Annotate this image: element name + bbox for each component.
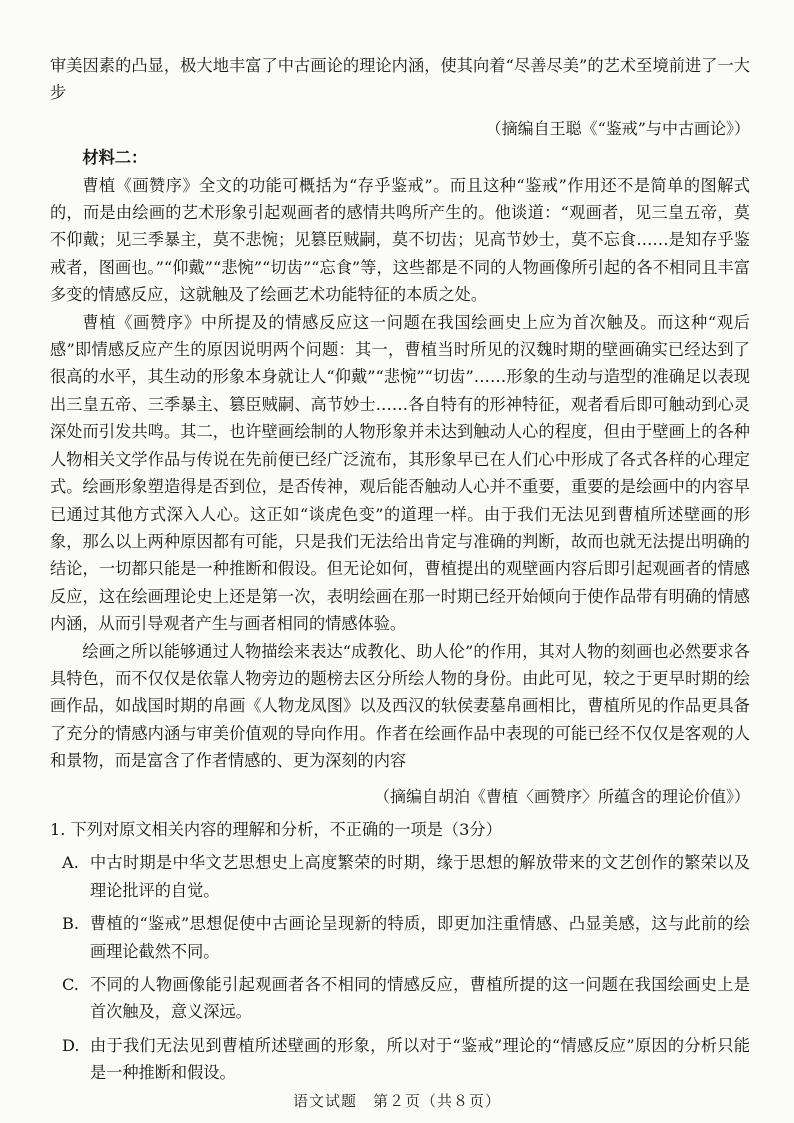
material2-label: 材料二： — [82, 148, 148, 168]
material1-tail: 审美因素的凸显，极大地丰富了中古画论的理论内涵，使其向着“尽善尽美”的艺术至境前进了一大步 — [50, 56, 750, 103]
question-1-option-b — [50, 910, 750, 965]
question-1-option-a — [50, 849, 750, 904]
option-key: D. — [62, 1035, 80, 1055]
question-1-option-c — [50, 971, 750, 1026]
material2-source: （摘编自胡泊《曹植〈画赞序〉所蕴含的理论价值》） — [373, 786, 750, 806]
option-text: 中古时期是中华文艺思想史上高度繁荣的时期，缘于思想的解放带来的文艺创作的繁荣以及理论批评的自觉。 — [90, 853, 750, 900]
material2-paragraph-3: 绘画之所以能够通过人物描绘来表达“成教化、助人伦”的作用，其对人物的刻画也必然要求各具特色，而不仅仅是依靠人物旁边的题榜去区分所绘人物的身份。由此可见，较之于更早时期的绘画作品，如战国时期的帛画《人物龙凤图》以及西汉的轪侯妻墓帛画相比，曹植所见的作品更具备了充分的情感内涵与审美价值观的导向作用。作者在绘画作品中表现的可能已经不仅仅是客观的人和景物，而是富含了作者情感的、更为深刻的内容 — [50, 641, 750, 771]
option-key: A. — [62, 853, 79, 873]
option-text: 不同的人物画像能引起观画者各不相同的情感反应，曹植所提的这一问题在我国绘画史上是首次触及，意义深远。 — [90, 975, 750, 1022]
material1-source: （摘编自王聪《“鉴戒”与中古画论》） — [485, 118, 750, 138]
question-1-option-d — [50, 1032, 750, 1087]
option-text: 由于我们无法见到曹植所述壁画的形象，所以对于“鉴戒”理论的“情感反应”原因的分析只能是一种推断和假设。 — [90, 1035, 750, 1083]
material2-paragraph-1: 曹植《画赞序》全文的功能可概括为“存乎鉴戒”。而且这种“鉴戒”作用还不是简单的图解式的，而是由绘画的艺术形象引起观画者的感情共鸣所产生的。他谈道：“观画者，见三皇五帝，莫不仰戴；见三季暴主，莫不悲惋；见篡臣贼嗣，莫不切齿；见高节妙士，莫不忘食……是知存乎鉴戒者，图画也。”“仰戴”“悲惋”“切齿”“忘食”等，这些都是不同的人物画像所引起的各不相同且丰富多变的情感反应，这就触及了绘画艺术功能特征的本质之处。 — [50, 175, 750, 305]
exam-page — [50, 52, 750, 1087]
material2-paragraph-2: 曹植《画赞序》中所提及的情感反应这一问题在我国绘画史上应为首次触及。而这种“观后感”即情感反应产生的原因说明两个问题：其一，曹植当时所见的汉魏时期的壁画确实已经达到了很高的水平，其生动的形象本身就让人“仰戴”“悲惋”“切齿”……形象的生动与造型的准确足以表现出三皇五帝、三季暴主、篡臣贼嗣、高节妙士……各自特有的形神特征，观者看后即可触动到心灵深处而引发共鸣。其二，也许壁画绘制的人物形象并未达到触动人心的程度，但由于壁画上的各种人物相关文学作品与传说在先前便已经广泛流布，其形象早已在人们心中形成了各式各样的心理定式。绘画形象塑造得是否到位，是否传神，观后能否触动人心并不重要，重要的是绘画中的内容早已通过其他方式深入人心。这正如“谈虎色变”的道理一样。由于我们无法见到曹植所述壁画的形象，那么以上两种原因都有可能，只是我们无法给出肯定与准确的判断，故而也就无法提出明确的结论，一切都只能是一种推断和假设。但无论如何，曹植提出的观壁画内容后即引起观画者的情感反应，这在绘画理论史上还是第一次，表明绘画在那一时期已经开始倾向于使作品带有明确的情感内涵，从而引导观者产生与画者相同的情感体验。 — [50, 312, 750, 634]
option-key: B. — [62, 914, 80, 934]
option-text: 曹植的“鉴戒”思想促使中古画论呈现新的特质，即更加注重情感、凸显美感，这与此前的绘画理论截然不同。 — [90, 914, 750, 961]
question-1-stem: 1. 下列对原文相关内容的理解和分析，不正确的一项是（3分） — [50, 819, 502, 839]
page-footer: 语文试题 第２页（共８页） — [292, 1092, 501, 1110]
option-key: C. — [62, 975, 79, 994]
